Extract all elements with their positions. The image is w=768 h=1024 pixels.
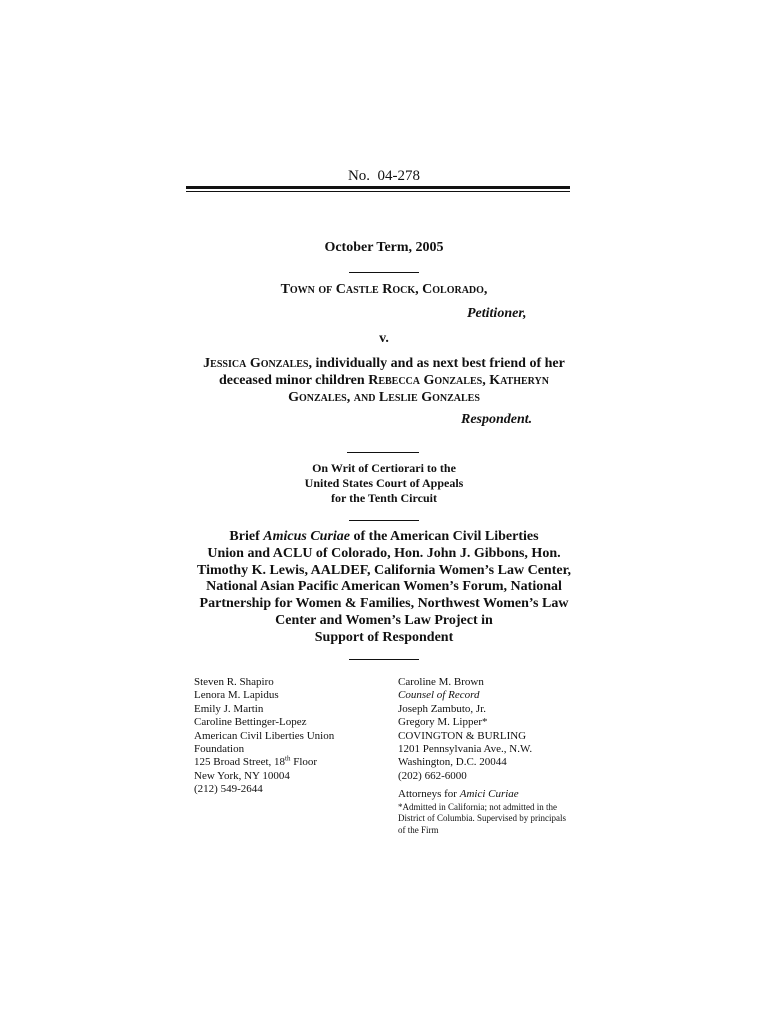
brief-line-4: National Asian Pacific American Women’s Forum, National	[206, 579, 562, 595]
header-rule-thin	[186, 191, 570, 192]
divider-3	[349, 520, 419, 521]
writ-line-3: for the Tenth Circuit	[331, 491, 437, 505]
counsel-name: Gregory M. Lipper*	[398, 716, 488, 729]
counsel-left-block	[194, 676, 334, 797]
docket-number	[0, 168, 768, 185]
respondent-name	[0, 355, 768, 406]
brief-line-7: Support of Respondent	[314, 629, 454, 645]
respondent-line-1: Jessica Gonzales, individually and as next best friend of her	[203, 356, 565, 371]
docket-label: No.	[347, 168, 371, 184]
counsel-name: Emily J. Martin	[194, 702, 264, 715]
brief-line-6: Center and Women’s Law Project in	[275, 612, 493, 628]
counsel-lead: Caroline M. Brown	[398, 676, 484, 688]
counsel-name: Joseph Zambuto, Jr.	[398, 702, 486, 715]
petitioner-role: Petitioner,	[467, 306, 527, 321]
counsel-phone: (202) 662-6000	[398, 769, 467, 782]
versus: v.	[379, 331, 389, 346]
brief-title	[0, 529, 768, 647]
counsel-org-2: Foundation	[194, 743, 245, 756]
brief-line-2: Union and ACLU of Colorado, Hon. John J. Gibbons, Hon.	[207, 545, 561, 561]
writ-block	[0, 461, 768, 506]
brief-line-1: Brief Amicus Curiae of the American Civil Liberties	[229, 529, 539, 544]
respondent-role: Respondent.	[461, 412, 533, 427]
docket-value: 04-278	[377, 168, 421, 184]
footnote-line-1: *Admitted in California; not admitted in the	[398, 801, 557, 812]
petitioner-name: Town of Castle Rock, Colorado,	[280, 282, 488, 297]
counsel-name: Lenora M. Lapidus	[194, 689, 279, 702]
divider-1	[349, 272, 419, 273]
attorneys-for: Attorneys for Amici Curiae	[398, 788, 519, 801]
counsel-org: American Civil Liberties Union	[194, 729, 335, 742]
counsel-phone: (212) 549-2644	[194, 783, 263, 796]
header-rule-thick	[186, 186, 570, 189]
divider-4	[349, 659, 419, 660]
counsel-name: Caroline Bettinger-Lopez	[194, 716, 307, 729]
brief-line-5: Partnership for Women & Families, Northwest Women’s Law	[199, 596, 569, 612]
counsel-name: Steven R. Shapiro	[194, 676, 274, 688]
writ-line-1: On Writ of Certiorari to the	[312, 461, 456, 475]
footnote-line-3: of the Firm	[398, 824, 439, 835]
footnote-line-2: District of Columbia. Supervised by principals	[398, 813, 566, 824]
court-term: October Term, 2005	[324, 240, 444, 255]
brief-line-3: Timothy K. Lewis, AALDEF, California Women’s Law Center,	[196, 562, 571, 578]
writ-line-2: United States Court of Appeals	[304, 476, 464, 490]
counsel-city: Washington, D.C. 20044	[398, 756, 507, 769]
counsel-firm: COVINGTON & BURLING	[398, 729, 527, 742]
counsel-right-block	[398, 676, 566, 836]
counsel-street: 1201 Pennsylvania Ave., N.W.	[398, 743, 533, 756]
divider-2	[347, 452, 419, 453]
counsel-city: New York, NY 10004	[194, 769, 290, 782]
counsel-address: 125 Broad Street, 18th Floor	[194, 754, 318, 769]
counsel-lead-role: Counsel of Record	[398, 689, 480, 702]
respondent-line-2: deceased minor children Rebecca Gonzales, Katheryn	[218, 373, 549, 388]
respondent-line-3: Gonzales, and Leslie Gonzales	[288, 390, 480, 405]
